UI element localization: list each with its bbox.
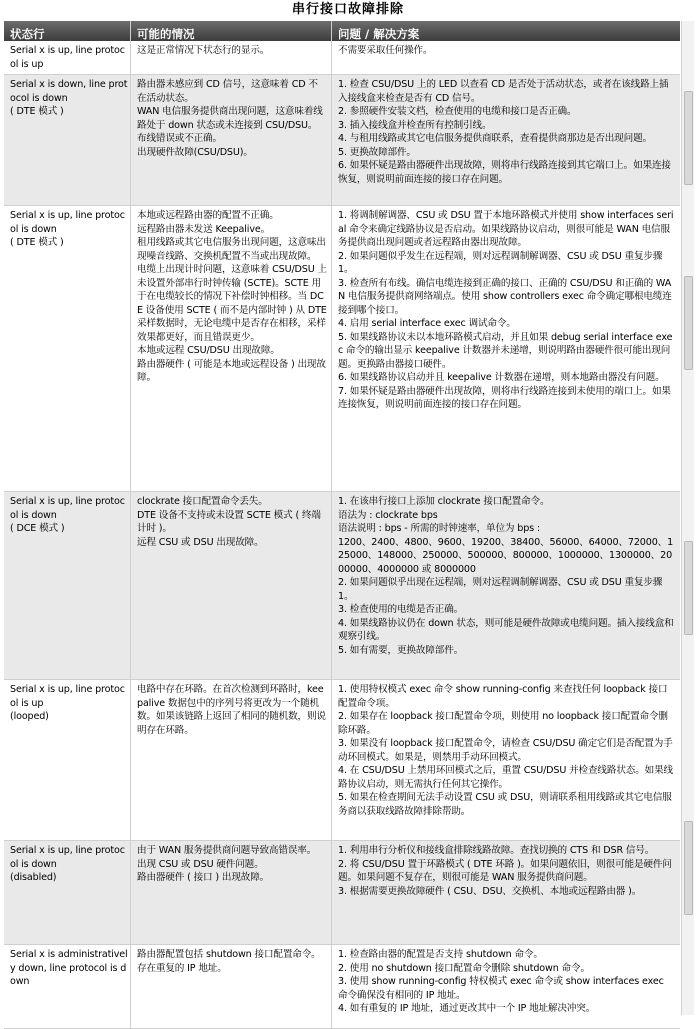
possible-conditions-cell: 由于 WAN 服务提供商问题导致高错误率。 出现 CSU 或 DSU 硬件问题。 路由器硬件 ( 接口 ) 出现故障。 <box>130 841 331 944</box>
solution-step: 3. 检查使用的电缆是否正确。 <box>338 604 464 615</box>
table-body <box>4 41 680 1029</box>
solution-step: 3. 插入接线盒并检查所有控制引线。 <box>338 119 492 131</box>
solution-step: 4. 与租用线路或其它电信服务提供商联系，查看提供商那边是否出现问题。 <box>338 133 652 144</box>
solutions-cell <box>331 206 680 491</box>
solution-step: 3. 检查所有布线。确信电缆连接到正确的接口、正确的 CSU/DSU 和正确的 WAN 电信服务提供商网络端点。使用 show controllers exec 命令确定哪根电缆连接到哪个接口。 <box>338 277 672 316</box>
troubleshooting-table <box>4 21 680 1029</box>
solution-step: 7. 如果怀疑是路由器硬件出现故障，则将串行线路连接到未使用的端口上。如果连接恢复，则说明前面连接的接口存在问题。 <box>338 385 671 410</box>
solution-step: 5. 更换故障部件。 <box>338 146 416 158</box>
status-line-cell: Serial x is up, line protocol is down ( DCE 模式 ) <box>10 496 125 534</box>
solutions-cell <box>331 841 680 944</box>
solution-step: 3. 如果没有 loopback 接口配置命令，请检查 CSU/DSU 确定它们是否配置为手动环回模式。如果是，则禁用手动环回模式。 <box>338 738 673 763</box>
solutions-cell <box>331 75 680 205</box>
solution-step: 2. 参照硬件安装文档，检查使用的电缆和接口是否正确。 <box>338 106 577 117</box>
solution-step: 3. 使用 show running-config 特权模式 exec 命令或 show interfaces exec 命令确保没有相同的 IP 地址。 <box>338 976 667 1001</box>
possible-conditions-cell: 本地或远程路由器的配置不正确。 远程路由器未发送 Keepalive。 租用线路或其它电信服务出现问题，这意味出现噪音线路、交换机配置不当或出现故障。 电缆上出现计时问题，这意味着 CSU/DSU 上未设置外部串行时钟传输 (SCTE)。SCTE 用于在电缆较长的情况下补偿时钟相移。当 DCE 设备使用 SCTE ( 而不是内部时钟 ) 从 DTE 采样数据时，无论电缆中是否存在相移，采样效果都更好，而且错误更少。 本地或远程 CSU/DSU 出现故障。 路由器硬件 ( 可能是本地或远程设备 ) 出现故障。 <box>130 206 331 491</box>
status-line-cell: Serial x is up, line protocol is down ( DTE 模式 ) <box>10 210 125 248</box>
solution-step: 4. 启用 serial interface exec 调试命令。 <box>338 318 516 329</box>
table-header <box>4 21 680 41</box>
status-line-cell: Serial x is up, line protocol is up <box>10 45 125 70</box>
solution-step: 1. 检查路由器的配置是否支持 shutdown 命令。 <box>338 949 543 960</box>
solution-step: 1200、2400、4800、9600、19200、38400、56000、64000、72000、125000、148000、250000、500000、800000、1000000、1300000、2000000、4000000 或 8000000 <box>338 536 674 575</box>
table-row <box>4 945 680 1029</box>
status-line-cell: Serial x is up, line protocol is down (disabled) <box>10 845 125 883</box>
solution-step: 6. 如果线路协议启动并且 keepalive 计数器在递增，则本地路由器没有问题。 <box>338 372 665 383</box>
solution-step: 2. 如果问题似乎发生在远程端，则对远程调制解调器、CSU 或 DSU 重复步骤 1。 <box>338 250 666 275</box>
scroll-thumb-2[interactable] <box>684 276 693 370</box>
solution-step: 5. 如果在检查期间无法手动设置 CSU 或 DSU，则请联系租用线路或其它电信服务商以获取线路故障排除帮助。 <box>338 792 672 817</box>
solution-step: 1. 使用特权模式 exec 命令 show running-config 来查找任何 loopback 接口配置命令项。 <box>338 684 668 709</box>
table-row <box>4 680 680 841</box>
column-header-solutions: 问题 / 解决方案 <box>331 21 680 41</box>
possible-conditions-cell: 路由器配置包括 shutdown 接口配置命令。 存在重复的 IP 地址。 <box>130 945 331 1028</box>
status-line-cell: Serial x is up, line protocol is up (looped) <box>10 684 125 722</box>
solutions-cell <box>331 680 680 840</box>
solution-step: 2. 使用 no shutdown 接口配置命令删除 shutdown 命令。 <box>338 962 590 974</box>
solutions-cell <box>331 492 680 679</box>
solution-step: 2. 如果存在 loopback 接口配置命令项，则使用 no loopback 接口配置命令删除环路。 <box>338 711 668 736</box>
solution-step: 5. 如有需要，更换故障部件。 <box>338 644 464 656</box>
status-line-cell: Serial x is administratively down, line protocol is down <box>10 949 128 987</box>
solution-step: 3. 根据需要更换故障硬件 ( CSU、DSU、交换机、本地或远程路由器 )。 <box>338 885 642 897</box>
page-title: 串行接口故障排除 <box>291 2 404 17</box>
solution-step: 语法说明 : bps - 所需的时钟速率，单位为 bps : <box>338 523 540 534</box>
scroll-thumb-4[interactable] <box>684 821 693 915</box>
table-row <box>4 206 680 492</box>
scrollbar[interactable] <box>681 21 694 1015</box>
solution-step: 1. 利用串行分析仪和接线盒排除线路故障。查找切换的 CTS 和 DSR 信号。 <box>338 845 655 856</box>
solution-step: 1. 将调制解调器、CSU 或 DSU 置于本地环路模式并使用 show interfaces serial 命令来确定线路协议是否启动。如果线路协议启动，则很可能是 WAN 电信服务提供商出现问题或者远程路由器出现故障。 <box>338 210 674 248</box>
table-row <box>4 492 680 680</box>
solution-step: 语法为 : clockrate bps <box>338 509 438 521</box>
solution-step: 1. 在该串行接口上添加 clockrate 接口配置命令。 <box>338 496 550 507</box>
solution-step: 2. 将 CSU/DSU 置于环路模式 ( DTE 环路 )。如果问题依旧，则很可能是硬件问题。如果问题不复存在，则很可能是 WAN 服务提供商问题。 <box>338 858 672 883</box>
solution-step: 6. 如果怀疑是路由器硬件出现故障，则将串行线路连接到其它端口上。如果连接恢复，则说明前面连接的接口存在问题。 <box>338 160 671 185</box>
column-header-status: 状态行 <box>10 27 45 41</box>
possible-conditions-cell: clockrate 接口配置命令丢失。 DTE 设备不支持或未设置 SCTE 模式 ( 终端计时 )。 远程 CSU 或 DSU 出现故障。 <box>130 492 331 679</box>
solution-step: 不需要采取任何操作。 <box>338 45 433 56</box>
solutions-cell <box>331 945 680 1028</box>
solution-step: 4. 如有重复的 IP 地址，通过更改其中一个 IP 地址解决冲突。 <box>338 1003 596 1014</box>
solution-step: 2. 如果问题似乎出现在远程端，则对远程调制解调器、CSU 或 DSU 重复步骤 1。 <box>338 577 666 602</box>
possible-conditions-cell: 这是正常情况下状态行的显示。 <box>130 41 331 74</box>
solutions-cell <box>331 41 680 74</box>
table-row <box>4 841 680 945</box>
solution-step: 5. 如果线路协议未以本地环路模式启动，并且如果 debug serial interface exec 命令的输出显示 keepalive 计数器并未递增，则说明路由器硬件很可能出现问题。更换路由器接口硬件。 <box>338 331 673 370</box>
solution-step: 1. 检查 CSU/DSU 上的 LED 以查看 CD 是否处于活动状态，或者在该线路上插入接线盒来检查是否有 CD 信号。 <box>338 79 669 104</box>
status-line-cell: Serial x is down, line protocol is down ( DTE 模式 ) <box>10 79 128 117</box>
scroll-thumb-3[interactable] <box>684 541 693 635</box>
table-row <box>4 75 680 206</box>
possible-conditions-cell: 电路中存在环路。在首次检测到环路时，keepalive 数据包中的序列号将更改为一个随机数。如果该链路上返回了相同的随机数，则说明存在环路。 <box>130 680 331 840</box>
solution-step: 4. 在 CSU/DSU 上禁用环回模式之后，重置 CSU/DSU 并检查线路状态。如果线路协议启动，则无需执行任何其它操作。 <box>338 765 673 790</box>
scroll-thumb-1[interactable] <box>684 91 693 185</box>
table-row <box>4 41 680 75</box>
column-header-conditions: 可能的情况 <box>130 21 331 41</box>
solution-step: 4. 如果线路协议仍在 down 状态，则可能是硬件故障或电缆问题。插入接线盒和观察引线。 <box>338 617 674 642</box>
possible-conditions-cell: 路由器未感应到 CD 信号，这意味着 CD 不在活动状态。 WAN 电信服务提供商出现问题，这意味着线路处于 down 状态或未连接到 CSU/DSU。 布线错误或不正确。 出现硬件故障(CSU/DSU)。 <box>130 75 331 205</box>
